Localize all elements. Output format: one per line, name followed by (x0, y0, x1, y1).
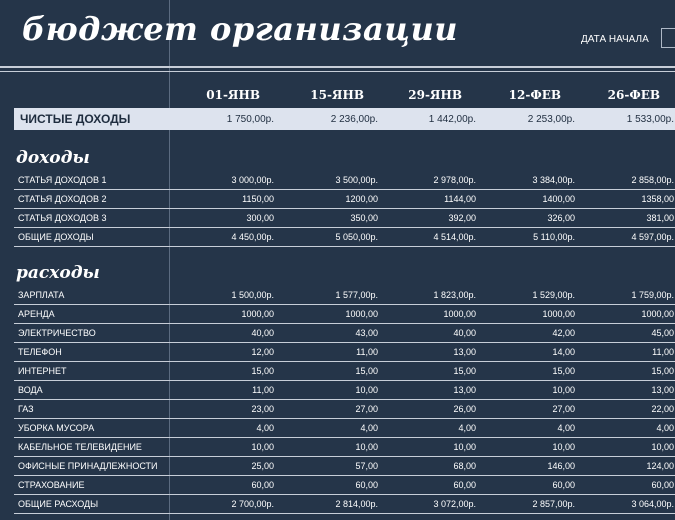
table-row[interactable] (14, 419, 675, 438)
row-value[interactable]: 4 450,00р. (231, 232, 274, 242)
net-income-label: ЧИСТЫЕ ДОХОДЫ (20, 112, 131, 126)
row-value[interactable]: 13,00 (453, 347, 476, 357)
table-row[interactable] (14, 400, 675, 419)
net-income-value: 2 236,00р. (330, 114, 378, 125)
income-heading: доходы (16, 148, 90, 168)
row-value[interactable]: 1144,00 (444, 194, 476, 204)
table-row[interactable] (14, 495, 675, 514)
row-value[interactable]: 1358,00 (641, 194, 674, 204)
net-income-value: 1 442,00р. (428, 114, 476, 125)
row-label: ВОДА (18, 385, 43, 395)
row-value[interactable]: 2 814,00р. (335, 499, 378, 509)
row-label: ТЕЛЕФОН (18, 347, 62, 357)
row-value[interactable]: 3 072,00р. (433, 499, 476, 509)
row-label: ОБЩИЕ РАСХОДЫ (18, 499, 99, 509)
header-divider-thin (0, 71, 675, 72)
row-label: УБОРКА МУСОРА (18, 423, 95, 433)
page-title: бюджет организации (22, 10, 458, 48)
row-value[interactable]: 10,00 (552, 442, 575, 452)
row-label: КАБЕЛЬНОЕ ТЕЛЕВИДЕНИЕ (18, 442, 142, 452)
row-value[interactable]: 60,00 (355, 480, 378, 490)
table-row[interactable] (14, 171, 675, 190)
row-value[interactable]: 5 050,00р. (335, 232, 378, 242)
row-value[interactable]: 2 858,00р. (631, 175, 674, 185)
row-label: ГАЗ (18, 404, 34, 414)
start-date-input[interactable] (661, 28, 675, 48)
row-value[interactable]: 10,00 (552, 385, 575, 395)
table-row[interactable] (14, 381, 675, 400)
expenses-heading: расходы (16, 263, 100, 283)
row-value[interactable]: 60,00 (552, 480, 575, 490)
row-value[interactable]: 60,00 (651, 480, 674, 490)
row-value[interactable]: 15,00 (552, 366, 575, 376)
row-value[interactable]: 2 978,00р. (433, 175, 476, 185)
row-value[interactable]: 22,00 (651, 404, 674, 414)
row-label: ЭЛЕКТРИЧЕСТВО (18, 328, 96, 338)
net-income-value: 2 253,00р. (527, 114, 575, 125)
row-label: АРЕНДА (18, 309, 55, 319)
row-value[interactable]: 40,00 (453, 328, 476, 338)
row-value[interactable]: 60,00 (251, 480, 274, 490)
row-value[interactable]: 27,00 (355, 404, 378, 414)
date-header: 29-ЯНВ (408, 88, 462, 102)
header-divider (0, 66, 675, 68)
row-value[interactable]: 4,00 (656, 423, 674, 433)
row-value[interactable]: 4 597,00р. (631, 232, 674, 242)
table-row[interactable] (14, 438, 675, 457)
row-value[interactable]: 3 500,00р. (335, 175, 378, 185)
row-value[interactable]: 10,00 (355, 385, 378, 395)
row-value[interactable]: 11,00 (252, 385, 274, 395)
row-label: СТАТЬЯ ДОХОДОВ 2 (18, 194, 107, 204)
net-income-value: 1 533,00р. (626, 114, 674, 125)
row-value[interactable]: 1 759,00р. (631, 290, 674, 300)
row-value[interactable]: 15,00 (651, 366, 674, 376)
date-header: 26-ФЕВ (607, 88, 660, 102)
date-header: 15-ЯНВ (310, 88, 364, 102)
table-row[interactable] (14, 362, 675, 381)
row-label: ОБЩИЕ ДОХОДЫ (18, 232, 94, 242)
row-label: СТАТЬЯ ДОХОДОВ 3 (18, 213, 107, 223)
row-value[interactable]: 3 384,00р. (532, 175, 575, 185)
row-value[interactable]: 40,00 (251, 328, 274, 338)
row-value[interactable]: 3 000,00р. (231, 175, 274, 185)
row-value[interactable]: 4,00 (256, 423, 274, 433)
row-value[interactable]: 1000,00 (443, 309, 476, 319)
row-value[interactable]: 1 500,00р. (231, 290, 274, 300)
row-value[interactable]: 14,00 (552, 347, 575, 357)
row-value[interactable]: 1000,00 (542, 309, 575, 319)
row-value[interactable]: 4,00 (360, 423, 378, 433)
start-date-label: ДАТА НАЧАЛА (581, 34, 649, 45)
table-row[interactable] (14, 228, 675, 247)
row-value[interactable]: 23,00 (251, 404, 274, 414)
row-value[interactable]: 2 857,00р. (532, 499, 575, 509)
row-value[interactable]: 10,00 (453, 442, 476, 452)
row-value[interactable]: 26,00 (453, 404, 476, 414)
date-header-row (0, 88, 675, 108)
row-value[interactable]: 42,00 (552, 328, 575, 338)
row-label: ОФИСНЫЕ ПРИНАДЛЕЖНОСТИ (18, 461, 158, 471)
table-row[interactable] (14, 190, 675, 209)
row-value[interactable]: 12,00 (251, 347, 274, 357)
table-row[interactable] (14, 209, 675, 228)
row-value[interactable]: 1000,00 (345, 309, 378, 319)
row-value[interactable]: 4 514,00р. (433, 232, 476, 242)
row-value[interactable]: 45,00 (651, 328, 674, 338)
row-value[interactable]: 1150,00 (242, 194, 274, 204)
date-header: 01-ЯНВ (206, 88, 260, 102)
row-label: СТРАХОВАНИЕ (18, 480, 85, 490)
row-value[interactable]: 15,00 (355, 366, 378, 376)
row-value[interactable]: 27,00 (552, 404, 575, 414)
table-row[interactable] (14, 476, 675, 495)
row-label: ИНТЕРНЕТ (18, 366, 67, 376)
net-income-value: 1 750,00р. (226, 114, 274, 125)
row-value[interactable]: 10,00 (251, 442, 274, 452)
row-value[interactable]: 392,00 (448, 213, 476, 223)
row-value[interactable]: 1000,00 (641, 309, 674, 319)
date-header: 12-ФЕВ (508, 88, 561, 102)
row-value[interactable]: 5 110,00р. (533, 232, 575, 242)
row-value[interactable]: 1 529,00р. (532, 290, 575, 300)
row-value[interactable]: 13,00 (453, 385, 476, 395)
row-label: ЗАРПЛАТА (18, 290, 65, 300)
row-value[interactable]: 13,00 (651, 385, 674, 395)
row-value[interactable]: 1 823,00р. (433, 290, 476, 300)
row-value[interactable]: 146,00 (547, 461, 575, 471)
row-value[interactable]: 25,00 (251, 461, 274, 471)
row-value[interactable]: 60,00 (453, 480, 476, 490)
table-row[interactable] (14, 457, 675, 476)
table-row[interactable] (14, 286, 675, 305)
row-value[interactable]: 10,00 (651, 442, 674, 452)
row-value[interactable]: 43,00 (355, 328, 378, 338)
row-value[interactable]: 4,00 (557, 423, 575, 433)
row-value[interactable]: 300,00 (246, 213, 274, 223)
row-value[interactable]: 15,00 (251, 366, 274, 376)
row-value[interactable]: 4,00 (458, 423, 476, 433)
row-value[interactable]: 124,00 (646, 461, 674, 471)
table-row[interactable] (14, 305, 675, 324)
row-label: СТАТЬЯ ДОХОДОВ 1 (18, 175, 107, 185)
row-value[interactable]: 11,00 (652, 347, 674, 357)
row-value[interactable]: 1000,00 (241, 309, 274, 319)
row-value[interactable]: 10,00 (355, 442, 378, 452)
row-value[interactable]: 350,00 (350, 213, 378, 223)
row-value[interactable]: 57,00 (355, 461, 378, 471)
net-income-row[interactable] (14, 108, 675, 130)
row-value[interactable]: 381,00 (646, 213, 674, 223)
row-value[interactable]: 1200,00 (345, 194, 378, 204)
row-value[interactable]: 326,00 (547, 213, 575, 223)
row-value[interactable]: 11,00 (356, 347, 378, 357)
row-value[interactable]: 1400,00 (542, 194, 575, 204)
table-row[interactable] (14, 324, 675, 343)
table-row[interactable] (14, 343, 675, 362)
row-value[interactable]: 15,00 (453, 366, 476, 376)
row-value[interactable]: 68,00 (453, 461, 476, 471)
row-value[interactable]: 3 064,00р. (631, 499, 674, 509)
row-value[interactable]: 2 700,00р. (231, 499, 274, 509)
row-value[interactable]: 1 577,00р. (335, 290, 378, 300)
